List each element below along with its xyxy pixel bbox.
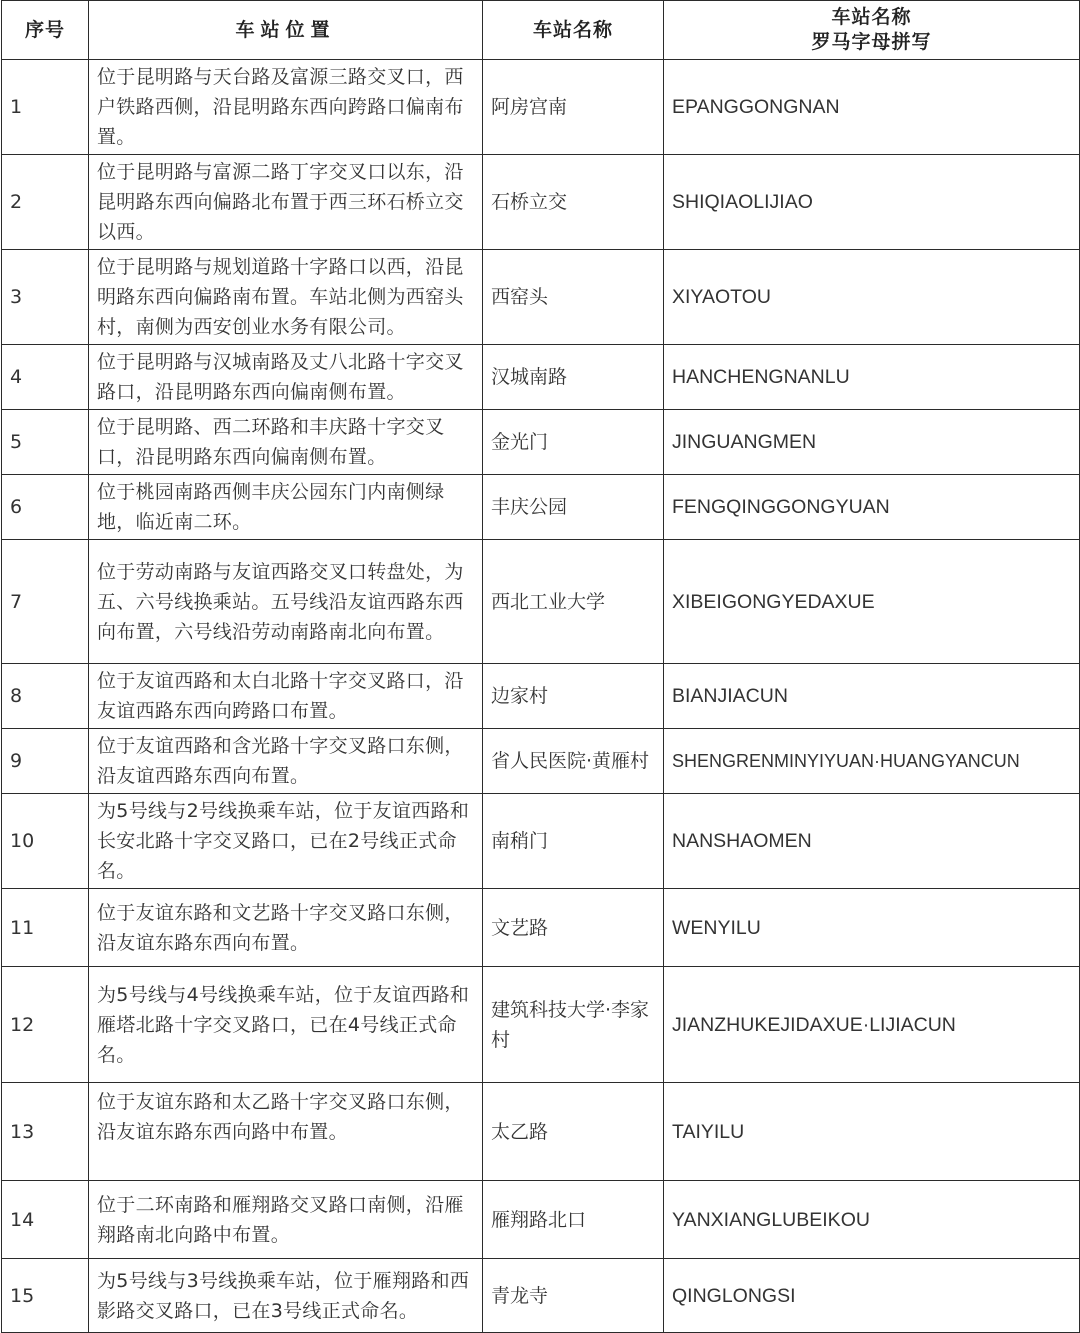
row-no: 4 — [2, 345, 89, 410]
header-roman — [664, 1, 1080, 60]
table-row — [2, 1181, 1080, 1259]
row-no: 13 — [2, 1083, 89, 1181]
row-no: 11 — [2, 889, 89, 967]
row-roman-name: YANXIANGLUBEIKOU — [664, 1181, 1080, 1259]
row-location: 为5号线与2号线换乘车站，位于友谊西路和长安北路十字交叉路口，已在2号线正式命名。 — [89, 794, 483, 889]
table-row — [2, 664, 1080, 729]
row-no: 15 — [2, 1259, 89, 1333]
row-roman-name: HANCHENGNANLU — [664, 345, 1080, 410]
row-location: 位于昆明路、西二环路和丰庆路十字交叉口，沿昆明路东西向偏南侧布置。 — [89, 410, 483, 475]
table-row — [2, 540, 1080, 664]
header-roman-line2: 罗马字母拼写 — [811, 31, 932, 53]
row-no: 9 — [2, 729, 89, 794]
row-roman-name: EPANGGONGNAN — [664, 60, 1080, 155]
row-station-name: 雁翔路北口 — [483, 1181, 664, 1259]
row-location: 位于劳动南路与友谊西路交叉口转盘处，为五、六号线换乘站。五号线沿友谊西路东西向布置，六号线沿劳动南路南北向布置。 — [89, 540, 483, 664]
row-roman-name: SHIQIAOLIJIAO — [664, 155, 1080, 250]
row-station-name: 南稍门 — [483, 794, 664, 889]
row-location: 位于昆明路与规划道路十字路口以西，沿昆明路东西向偏路南布置。车站北侧为西窑头村，南侧为西安创业水务有限公司。 — [89, 250, 483, 345]
row-roman-name: BIANJIACUN — [664, 664, 1080, 729]
row-station-name: 太乙路 — [483, 1083, 664, 1181]
row-station-name: 汉城南路 — [483, 345, 664, 410]
row-no: 5 — [2, 410, 89, 475]
row-station-name: 建筑科技大学·李家村 — [483, 967, 664, 1083]
row-location: 位于友谊西路和含光路十字交叉路口东侧，沿友谊西路东西向布置。 — [89, 729, 483, 794]
row-roman-name: QINGLONGSI — [664, 1259, 1080, 1333]
row-no: 14 — [2, 1181, 89, 1259]
row-roman-name: XIBEIGONGYEDAXUE — [664, 540, 1080, 664]
row-station-name: 文艺路 — [483, 889, 664, 967]
table-row — [2, 794, 1080, 889]
row-location: 为5号线与3号线换乘车站，位于雁翔路和西影路交叉路口，已在3号线正式命名。 — [89, 1259, 483, 1333]
header-roman-line1: 车站名称 — [831, 6, 912, 28]
row-station-name: 石桥立交 — [483, 155, 664, 250]
row-roman-name: SHENGRENMINYIYUAN·HUANGYANCUN — [664, 729, 1080, 794]
table-row — [2, 155, 1080, 250]
row-roman-name: WENYILU — [664, 889, 1080, 967]
row-location: 位于友谊东路和太乙路十字交叉路口东侧，沿友谊东路东西向路中布置。 — [89, 1083, 483, 1181]
row-location: 位于昆明路与富源二路丁字交叉口以东，沿昆明路东西向偏路北布置于西三环石桥立交以西。 — [89, 155, 483, 250]
row-roman-name: NANSHAOMEN — [664, 794, 1080, 889]
table-row — [2, 1083, 1080, 1181]
row-station-name: 省人民医院·黄雁村 — [483, 729, 664, 794]
station-table — [1, 0, 1080, 1333]
row-station-name: 边家村 — [483, 664, 664, 729]
header-no: 序号 — [2, 1, 89, 60]
row-location: 位于二环南路和雁翔路交叉路口南侧，沿雁翔路南北向路中布置。 — [89, 1181, 483, 1259]
row-no: 12 — [2, 967, 89, 1083]
row-roman-name: JIANZHUKEJIDAXUE·LIJIACUN — [664, 967, 1080, 1083]
row-no: 8 — [2, 664, 89, 729]
row-roman-name: TAIYILU — [664, 1083, 1080, 1181]
row-station-name: 丰庆公园 — [483, 475, 664, 540]
table-row — [2, 410, 1080, 475]
row-no: 1 — [2, 60, 89, 155]
row-location: 为5号线与4号线换乘车站，位于友谊西路和雁塔北路十字交叉路口，已在4号线正式命名。 — [89, 967, 483, 1083]
row-station-name: 金光门 — [483, 410, 664, 475]
row-station-name: 青龙寺 — [483, 1259, 664, 1333]
table-row — [2, 345, 1080, 410]
table-row — [2, 967, 1080, 1083]
row-no: 3 — [2, 250, 89, 345]
header-location: 车站位置 — [89, 1, 483, 60]
table-row — [2, 60, 1080, 155]
table-row — [2, 889, 1080, 967]
row-no: 10 — [2, 794, 89, 889]
row-no: 6 — [2, 475, 89, 540]
row-station-name: 西北工业大学 — [483, 540, 664, 664]
table-row — [2, 250, 1080, 345]
header-name: 车站名称 — [483, 1, 664, 60]
row-location: 位于桃园南路西侧丰庆公园东门内南侧绿地，临近南二环。 — [89, 475, 483, 540]
table-row — [2, 475, 1080, 540]
row-station-name: 西窑头 — [483, 250, 664, 345]
row-location: 位于昆明路与天台路及富源三路交叉口，西户铁路西侧，沿昆明路东西向跨路口偏南布置。 — [89, 60, 483, 155]
row-location: 位于友谊西路和太白北路十字交叉路口，沿友谊西路东西向跨路口布置。 — [89, 664, 483, 729]
row-no: 7 — [2, 540, 89, 664]
row-roman-name: FENGQINGGONGYUAN — [664, 475, 1080, 540]
row-location: 位于昆明路与汉城南路及丈八北路十字交叉路口，沿昆明路东西向偏南侧布置。 — [89, 345, 483, 410]
header-row — [2, 1, 1080, 60]
table-row — [2, 729, 1080, 794]
row-location: 位于友谊东路和文艺路十字交叉路口东侧，沿友谊东路东西向布置。 — [89, 889, 483, 967]
row-station-name: 阿房宫南 — [483, 60, 664, 155]
row-roman-name: XIYAOTOU — [664, 250, 1080, 345]
row-roman-name: JINGUANGMEN — [664, 410, 1080, 475]
row-no: 2 — [2, 155, 89, 250]
